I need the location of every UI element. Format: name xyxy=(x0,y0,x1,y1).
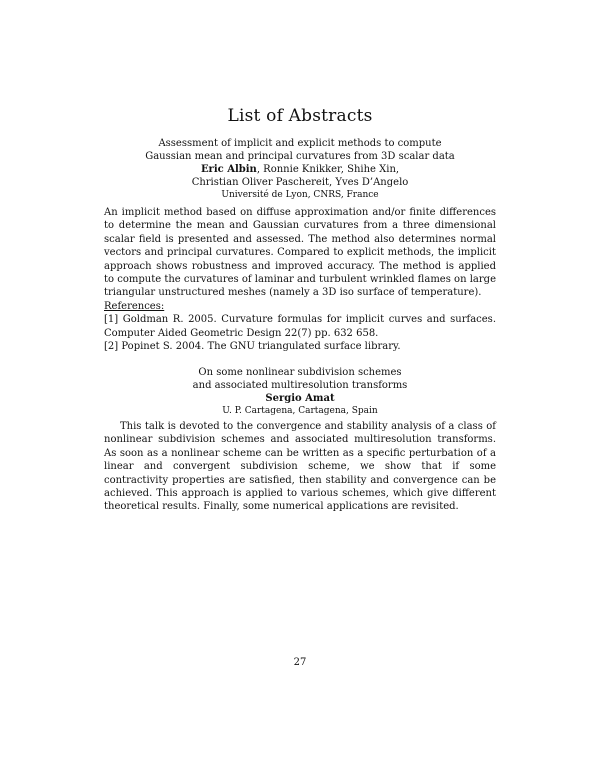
page-number: 27 xyxy=(293,657,307,668)
abstract-1-reference-1: [1] Goldman R. 2005. Curvature formulas for implicit curves and surfaces. Computer Aided Geometric Design 22(7) pp. 632 658. xyxy=(104,314,496,339)
abstract-1-body-block xyxy=(104,206,496,353)
page-title: List of Abstracts xyxy=(227,106,373,126)
abstract-2-authors xyxy=(0,392,600,405)
abstract-2-header xyxy=(0,366,600,418)
abstract-1-authors-line-1 xyxy=(0,163,600,176)
abstract-1-header xyxy=(0,137,600,202)
abstract-1-coauthors-1: , Ronnie Knikker, Shihe Xin, xyxy=(256,164,400,175)
abstract-2-body-block xyxy=(104,420,496,514)
abstract-1-affiliation: Université de Lyon, CNRS, France xyxy=(221,190,379,200)
abstract-2-title-line-2: and associated multiresolution transforms xyxy=(192,380,408,391)
abstract-1-title-line-1: Assessment of implicit and explicit methods to compute xyxy=(158,138,442,149)
abstract-1-title-line-2: Gaussian mean and principal curvatures from 3D scalar data xyxy=(145,151,455,162)
abstract-2-title-line-1: On some nonlinear subdivision schemes xyxy=(198,367,402,378)
abstract-2-presenting-author: Sergio Amat xyxy=(265,393,335,404)
abstract-1-reference-2: [2] Popinet S. 2004. The GNU triangulated surface library. xyxy=(104,341,401,353)
abstract-2-affiliation: U. P. Cartagena, Cartagena, Spain xyxy=(222,406,378,416)
abstract-2-body: This talk is devoted to the convergence and stability analysis of a class of nonlinear subdivision schemes and associated multiresolution transforms. As soon as a nonlinear scheme can be written as a specific perturbation of a linear and convergent subdivision scheme, we show that if some contractivity properties are satisfied, then stability and convergence can be achieved. This approach is applied to various schemes, which give different theoretical results. Finally, some numerical applications are revisited. xyxy=(104,421,496,513)
abstract-1-presenting-author: Eric Albin xyxy=(200,164,257,175)
abstract-1-body: An implicit method based on diffuse approximation and/or finite differences to determine the mean and Gaussian curvatures from a three dimensional scalar field is presented and assessed. The method also determines normal vectors and principal curvatures. Compared to explicit methods, the implicit approach shows robustness and improved accuracy. The method is applied to compute the curvatures of laminar and turbulent wrinkled flames on large triangular unstructured meshes (namely a 3D iso surface of temperature). xyxy=(104,207,496,299)
abstract-1-authors-line-2: Christian Oliver Paschereit, Yves D’Angelo xyxy=(191,177,409,188)
abstract-1-references-heading: References: xyxy=(104,300,165,312)
